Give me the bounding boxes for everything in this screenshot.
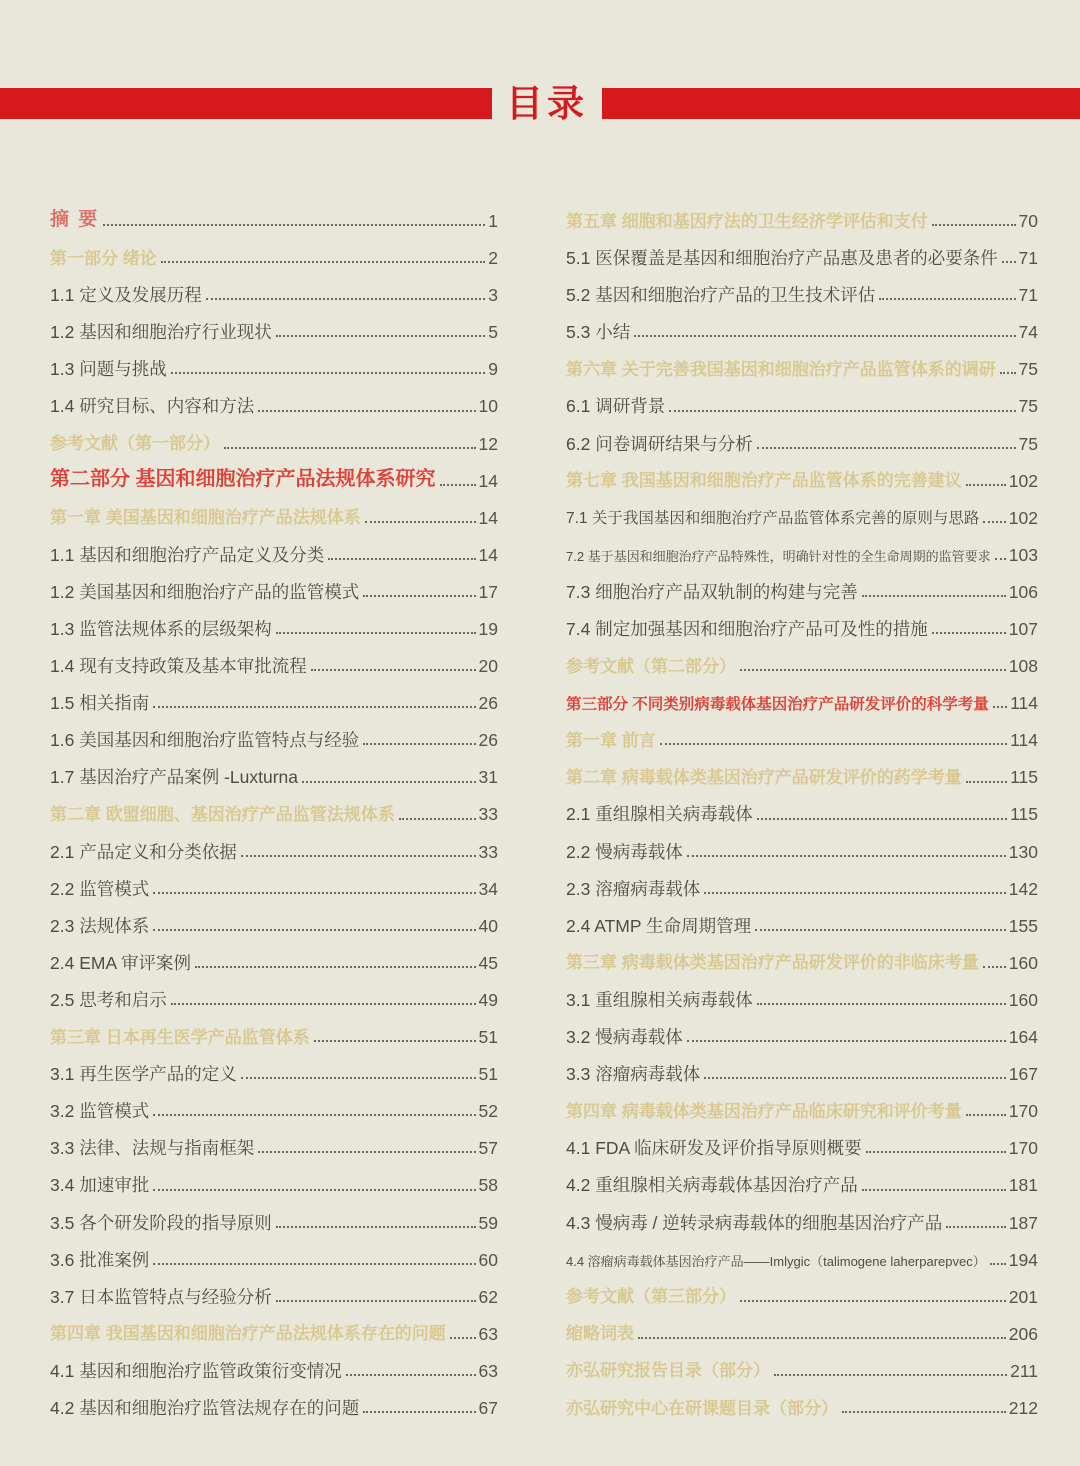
dot-leader (704, 892, 1006, 894)
dot-leader (399, 818, 476, 820)
dot-leader (258, 410, 475, 412)
toc-entry-label: 4.2 重组腺相关病毒载体基因治疗产品 (566, 1175, 858, 1196)
toc-row (50, 1274, 498, 1311)
toc-entry-label: 1.1 基因和细胞治疗产品定义及分类 (50, 544, 325, 565)
toc-entry-page: 52 (478, 1101, 498, 1122)
dot-leader (638, 1337, 1006, 1339)
toc-row (50, 606, 498, 643)
dot-leader (440, 484, 476, 486)
toc-entry-page: 155 (1008, 915, 1038, 936)
toc-row (566, 1162, 1038, 1199)
toc-row (566, 309, 1038, 346)
toc-row (50, 532, 498, 569)
toc-row (566, 198, 1038, 235)
dot-leader (932, 632, 1006, 634)
toc-row (566, 977, 1038, 1014)
toc-entry-page: 71 (1018, 248, 1038, 269)
dot-leader (363, 743, 475, 745)
toc-entry-page: 9 (488, 359, 498, 380)
toc-entry-label: 3.3 溶瘤病毒载体 (566, 1064, 701, 1085)
toc-row (50, 1088, 498, 1125)
dot-leader (660, 743, 1007, 745)
toc-entry-page: 167 (1008, 1064, 1038, 1085)
toc-entry-label: 7.2 基于基因和细胞治疗产品特殊性，明确针对性的全生命周期的监管要求 (566, 550, 991, 564)
toc-row (566, 606, 1038, 643)
toc-entry-label: 第二章 欧盟细胞、基因治疗产品监管法规体系 (50, 805, 395, 825)
toc-entry-label: 1.4 现有支持政策及基本审批流程 (50, 656, 307, 677)
toc-entry-label: 4.4 溶瘤病毒载体基因治疗产品——Imlygic（talimogene laherparepvec） (566, 1254, 986, 1269)
toc-entry-page: 181 (1008, 1175, 1038, 1196)
toc-entry-page: 1 (488, 210, 498, 231)
toc-entry-page: 212 (1008, 1397, 1038, 1418)
dot-leader (995, 558, 1006, 560)
toc-row (50, 346, 498, 383)
dot-leader (990, 1263, 1006, 1265)
toc-entry-page: 71 (1018, 285, 1038, 306)
dot-leader (687, 1040, 1006, 1042)
toc-entry-label: 第一部分 绪论 (50, 248, 157, 268)
toc-entry-page: 115 (1010, 767, 1038, 788)
toc-row (566, 903, 1038, 940)
toc-row (566, 346, 1038, 383)
dot-leader (153, 892, 475, 894)
toc-entry-label: 2.2 监管模式 (50, 878, 150, 899)
toc-row (566, 1237, 1038, 1274)
toc-row (50, 198, 498, 235)
dot-leader (757, 1003, 1006, 1005)
dot-leader (687, 855, 1006, 857)
toc-entry-page: 206 (1008, 1323, 1038, 1344)
toc-entry-label: 参考文献（第二部分） (566, 656, 736, 676)
toc-row (50, 309, 498, 346)
toc-entry-page: 31 (478, 767, 498, 788)
toc-entry-label: 第一章 前言 (566, 730, 656, 750)
toc-row (566, 754, 1038, 791)
toc-row (566, 829, 1038, 866)
toc-entry-label: 3.3 法律、法规与指南框架 (50, 1138, 255, 1159)
toc-entry-label: 5.2 基因和细胞治疗产品的卫生技术评估 (566, 285, 876, 306)
dot-leader (171, 1003, 476, 1005)
toc-entry-page: 14 (478, 507, 498, 528)
toc-entry-label: 2.5 思考和启示 (50, 989, 167, 1010)
toc-entry-page: 106 (1008, 581, 1038, 602)
toc-entry-page: 57 (478, 1138, 498, 1159)
toc-entry-label: 5.1 医保覆盖是基因和细胞治疗产品惠及患者的必要条件 (566, 248, 998, 269)
toc-entry-label: 2.2 慢病毒载体 (566, 841, 683, 862)
dot-leader (862, 1189, 1006, 1191)
toc-entry-label: 2.1 产品定义和分类依据 (50, 841, 237, 862)
dot-leader (966, 781, 1007, 783)
toc-row (566, 1385, 1038, 1422)
toc-entry-page: 17 (478, 581, 498, 602)
toc-entry-label: 第六章 关于完善我国基因和细胞治疗产品监管体系的调研 (566, 359, 996, 379)
toc-entry-page: 102 (1008, 470, 1038, 491)
toc-entry-page: 63 (478, 1360, 498, 1381)
toc-entry-page: 34 (478, 878, 498, 899)
toc-row (50, 495, 498, 532)
toc-entry-label: 4.3 慢病毒 / 逆转录病毒载体的细胞基因治疗产品 (566, 1212, 943, 1233)
toc-entry-label: 3.2 监管模式 (50, 1101, 150, 1122)
toc-entry-label: 2.1 重组腺相关病毒载体 (566, 804, 753, 825)
dot-leader (365, 521, 476, 523)
toc-column-left (50, 198, 498, 1422)
toc-entry-page: 75 (1018, 396, 1038, 417)
dot-leader (966, 484, 1006, 486)
toc-entry-label: 3.7 日本监管特点与经验分析 (50, 1286, 272, 1307)
toc-row (566, 940, 1038, 977)
dot-leader (757, 818, 1007, 820)
toc-entry-label: 3.2 慢病毒载体 (566, 1027, 683, 1048)
toc-entry-label: 亦弘研究中心在研课题目录（部分） (566, 1398, 838, 1418)
toc-entry-label: 7.4 制定加强基因和细胞治疗产品可及性的措施 (566, 619, 928, 639)
toc-row (50, 421, 498, 458)
dot-leader (740, 669, 1006, 671)
toc-row (566, 272, 1038, 309)
dot-leader (363, 595, 475, 597)
toc-entry-page: 5 (488, 322, 498, 343)
dot-leader (328, 558, 475, 560)
toc-row (566, 1125, 1038, 1162)
dot-leader (195, 966, 476, 968)
dot-leader (363, 1411, 475, 1413)
toc-entry-label: 第三部分 不同类别病毒载体基因治疗产品研发评价的科学考量 (566, 695, 989, 713)
toc-row (50, 717, 498, 754)
dot-leader (866, 1151, 1006, 1153)
title-bar-left (0, 88, 492, 119)
toc-entry-page: 114 (1010, 730, 1038, 751)
toc-row (50, 977, 498, 1014)
dot-leader (161, 261, 486, 263)
title-bar-right (602, 88, 1080, 119)
toc-entry-label: 1.4 研究目标、内容和方法 (50, 396, 255, 417)
dot-leader (993, 706, 1007, 708)
toc-row (50, 383, 498, 420)
toc-entry-page: 60 (478, 1249, 498, 1270)
toc-entry-label: 5.3 小结 (566, 322, 631, 343)
toc-entry-page: 26 (478, 693, 498, 714)
toc-entry-label: 1.5 相关指南 (50, 693, 150, 714)
toc-entry-page: 201 (1008, 1286, 1038, 1307)
toc-entry-page: 102 (1008, 507, 1038, 528)
toc-entry-page: 19 (478, 619, 498, 639)
toc-entry-page: 3 (488, 285, 498, 306)
dot-leader (224, 447, 476, 449)
toc-row (566, 1088, 1038, 1125)
toc-row (50, 680, 498, 717)
dot-leader (774, 1374, 1007, 1376)
toc-row (566, 458, 1038, 495)
dot-leader (153, 1114, 475, 1116)
toc-entry-label: 1.1 定义及发展历程 (50, 285, 202, 306)
toc-row (50, 1125, 498, 1162)
dot-leader (879, 298, 1015, 300)
dot-leader (634, 335, 1015, 337)
toc-entry-page: 49 (478, 989, 498, 1010)
toc-row (50, 458, 498, 495)
toc-entry-label: 3.4 加速审批 (50, 1175, 150, 1196)
toc-entry-page: 108 (1008, 656, 1038, 677)
toc-entry-page: 33 (478, 804, 498, 825)
toc-entry-label: 第七章 我国基因和细胞治疗产品监管体系的完善建议 (566, 471, 962, 491)
toc-row (50, 272, 498, 309)
toc-entry-label: 参考文献（第一部分） (50, 434, 220, 454)
dot-leader (757, 447, 1016, 449)
toc-entry-label: 第三章 日本再生医学产品监管体系 (50, 1027, 310, 1047)
toc-row (566, 717, 1038, 754)
toc-entry-page: 170 (1008, 1138, 1038, 1159)
toc-row (50, 1051, 498, 1088)
toc-entry-label: 7.1 关于我国基因和细胞治疗产品监管体系完善的原则与思路 (566, 510, 980, 528)
toc-row (566, 1348, 1038, 1385)
dot-leader (258, 1151, 475, 1153)
toc-entry-page: 58 (478, 1175, 498, 1196)
toc-entry-label: 4.2 基因和细胞治疗监管法规存在的问题 (50, 1397, 360, 1418)
toc-entry-page: 10 (478, 396, 498, 417)
toc-entry-label: 2.4 EMA 审评案例 (50, 952, 192, 973)
toc-entry-page: 107 (1008, 619, 1038, 639)
toc-entry-page: 51 (478, 1064, 498, 1085)
dot-leader (276, 632, 476, 634)
toc-entry-page: 160 (1008, 952, 1038, 973)
dot-leader (276, 1300, 476, 1302)
toc-columns (50, 198, 1038, 1422)
toc-entry-page: 130 (1008, 841, 1038, 862)
toc-entry-page: 12 (478, 433, 498, 454)
dot-leader (946, 1226, 1006, 1228)
toc-entry-label: 第三章 病毒载体类基因治疗产品研发评价的非临床考量 (566, 953, 979, 973)
toc-row (50, 792, 498, 829)
toc-row (50, 1385, 498, 1422)
toc-entry-label: 2.4 ATMP 生命周期管理 (566, 915, 752, 936)
dot-leader (704, 1077, 1006, 1079)
dot-leader (314, 1040, 476, 1042)
dot-leader (241, 1077, 476, 1079)
toc-entry-page: 194 (1008, 1249, 1038, 1270)
page-title: 目录 (506, 83, 588, 124)
toc-entry-label: 1.3 问题与挑战 (50, 359, 167, 380)
toc-entry-page: 20 (478, 656, 498, 677)
dot-leader (302, 781, 476, 783)
toc-entry-page: 14 (478, 544, 498, 565)
toc-entry-page: 2 (488, 248, 498, 269)
toc-entry-page: 114 (1010, 693, 1038, 714)
toc-entry-label: 第二章 病毒载体类基因治疗产品研发评价的药学考量 (566, 767, 962, 787)
toc-entry-page: 142 (1008, 878, 1038, 899)
toc-entry-label: 3.1 重组腺相关病毒载体 (566, 989, 753, 1010)
toc-row (566, 495, 1038, 532)
toc-row (50, 1237, 498, 1274)
toc-entry-label: 1.3 监管法规体系的层级架构 (50, 619, 272, 639)
dot-leader (171, 372, 486, 374)
toc-entry-page: 14 (478, 470, 498, 491)
toc-row (50, 754, 498, 791)
dot-leader (983, 521, 1005, 523)
toc-row (566, 235, 1038, 272)
toc-entry-label: 6.2 问卷调研结果与分析 (566, 433, 753, 454)
toc-row (50, 829, 498, 866)
toc-entry-label: 3.1 再生医学产品的定义 (50, 1064, 237, 1085)
toc-entry-page: 170 (1008, 1101, 1038, 1122)
toc-entry-page: 160 (1008, 989, 1038, 1010)
dot-leader (966, 1114, 1006, 1116)
toc-entry-label: 1.2 基因和细胞治疗行业现状 (50, 322, 272, 343)
toc-entry-label: 6.1 调研背景 (566, 396, 666, 417)
toc-entry-page: 115 (1010, 804, 1038, 825)
toc-row (50, 569, 498, 606)
dot-leader (153, 1189, 475, 1191)
toc-entry-page: 51 (478, 1027, 498, 1048)
toc-row (566, 1014, 1038, 1051)
toc-row (566, 1051, 1038, 1088)
toc-entry-label: 参考文献（第三部分） (566, 1287, 736, 1307)
toc-row (566, 383, 1038, 420)
dot-leader (450, 1337, 476, 1339)
toc-row (566, 421, 1038, 458)
toc-row (566, 1200, 1038, 1237)
toc-entry-page: 164 (1008, 1027, 1038, 1048)
toc-entry-page: 103 (1008, 544, 1038, 565)
dot-leader (206, 298, 486, 300)
toc-entry-label: 亦弘研究报告目录（部分） (566, 1361, 770, 1381)
dot-leader (740, 1300, 1006, 1302)
toc-entry-label: 1.2 美国基因和细胞治疗产品的监管模式 (50, 581, 360, 602)
dot-leader (153, 929, 475, 931)
toc-entry-label: 2.3 法规体系 (50, 915, 150, 936)
toc-row (50, 235, 498, 272)
toc-entry-label: 1.7 基因治疗产品案例 -Luxturna (50, 767, 298, 788)
dot-leader (755, 929, 1006, 931)
toc-entry-label: 2.3 溶瘤病毒载体 (566, 878, 701, 899)
toc-row (50, 866, 498, 903)
toc-entry-page: 211 (1010, 1360, 1038, 1381)
toc-row (50, 1311, 498, 1348)
toc-row (566, 532, 1038, 569)
toc-entry-label: 第五章 细胞和基因疗法的卫生经济学评估和支付 (566, 211, 928, 231)
toc-entry-page: 75 (1018, 433, 1038, 454)
toc-header (0, 83, 1080, 124)
dot-leader (103, 224, 485, 226)
toc-row (566, 1274, 1038, 1311)
dot-leader (153, 1263, 475, 1265)
toc-row (566, 866, 1038, 903)
toc-entry-label: 第一章 美国基因和细胞治疗产品法规体系 (50, 508, 361, 528)
toc-entry-page: 63 (478, 1323, 498, 1344)
toc-entry-page: 74 (1018, 322, 1038, 343)
toc-entry-label: 摘 要 (50, 209, 100, 231)
dot-leader (346, 1374, 476, 1376)
toc-entry-label: 第四章 病毒载体类基因治疗产品临床研究和评价考量 (566, 1101, 962, 1121)
dot-leader (1002, 261, 1016, 263)
toc-row (50, 1200, 498, 1237)
toc-entry-label: 3.5 各个研发阶段的指导原则 (50, 1212, 272, 1233)
toc-entry-label: 第四章 我国基因和细胞治疗产品法规体系存在的问题 (50, 1324, 446, 1344)
toc-row (566, 1311, 1038, 1348)
toc-entry-page: 187 (1008, 1212, 1038, 1233)
dot-leader (842, 1411, 1006, 1413)
toc-entry-page: 45 (478, 952, 498, 973)
dot-leader (932, 224, 1016, 226)
toc-row (50, 903, 498, 940)
toc-entry-page: 33 (478, 841, 498, 862)
toc-entry-page: 59 (478, 1212, 498, 1233)
toc-row (566, 680, 1038, 717)
dot-leader (669, 410, 1015, 412)
dot-leader (862, 595, 1006, 597)
toc-row (50, 1348, 498, 1385)
dot-leader (153, 706, 475, 708)
toc-entry-page: 26 (478, 730, 498, 751)
toc-entry-label: 4.1 FDA 临床研发及评价指导原则概要 (566, 1138, 862, 1159)
toc-row (50, 1014, 498, 1051)
dot-leader (1000, 372, 1016, 374)
toc-row (50, 940, 498, 977)
toc-entry-label: 3.6 批准案例 (50, 1249, 150, 1270)
toc-entry-label: 4.1 基因和细胞治疗监管政策衍变情况 (50, 1360, 342, 1381)
toc-row (566, 792, 1038, 829)
toc-entry-page: 75 (1018, 359, 1038, 380)
dot-leader (241, 855, 476, 857)
toc-entry-page: 40 (478, 915, 498, 936)
toc-entry-label: 第二部分 基因和细胞治疗产品法规体系研究 (50, 467, 436, 490)
toc-row (566, 643, 1038, 680)
toc-column-right (566, 198, 1038, 1422)
toc-row (50, 643, 498, 680)
dot-leader (311, 669, 476, 671)
toc-row (50, 1162, 498, 1199)
toc-entry-label: 7.3 细胞治疗产品双轨制的构建与完善 (566, 581, 858, 602)
toc-entry-label: 缩略词表 (566, 1324, 634, 1344)
dot-leader (276, 1226, 476, 1228)
toc-entry-page: 70 (1018, 210, 1038, 231)
toc-entry-page: 62 (478, 1286, 498, 1307)
toc-entry-page: 67 (478, 1397, 498, 1418)
dot-leader (276, 335, 486, 337)
dot-leader (983, 966, 1006, 968)
toc-row (566, 569, 1038, 606)
toc-entry-label: 1.6 美国基因和细胞治疗监管特点与经验 (50, 730, 360, 751)
